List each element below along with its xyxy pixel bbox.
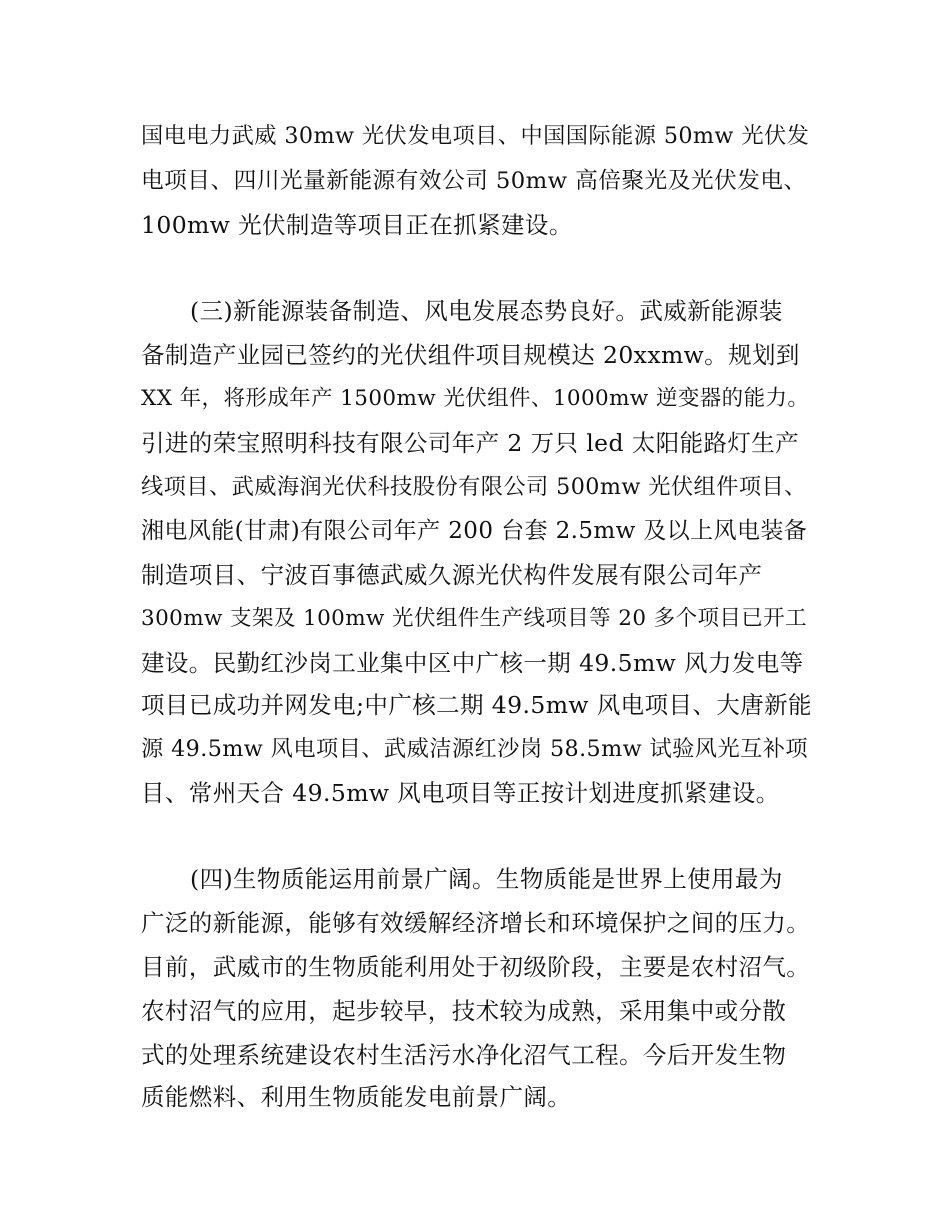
paragraph-line: 备制造产业园已签约的光伏组件项目规模达 20xxmw。规划到 bbox=[141, 341, 800, 369]
paragraph-line: 农村沼气的应用，起步较早，技术较为成熟，采用集中或分散 bbox=[141, 997, 787, 1025]
paragraph-line: 线项目、武威海润光伏科技股份有限公司 500mw 光伏组件项目、 bbox=[141, 474, 807, 500]
paragraph-line: 100mw 光伏制造等项目正在抓紧建设。 bbox=[141, 211, 573, 239]
paragraph-line: 式的处理系统建设农村生活污水净化沼气工程。今后开发生物 bbox=[141, 1041, 787, 1069]
paragraph-line: 湘电风能(甘肃)有限公司年产 200 台套 2.5mw 及以上风电装备 bbox=[141, 518, 808, 544]
paragraph-line: XX 年，将形成年产 1500mw 光伏组件、1000mw 逆变器的能力。 bbox=[141, 386, 810, 411]
paragraph-line: 广泛的新能源，能够有效缓解经济增长和环境保护之间的压力。 bbox=[141, 909, 811, 937]
paragraph-line: 300mw 支架及 100mw 光伏组件生产线项目等 20 多个项目已开工 bbox=[141, 606, 807, 631]
paragraph-line: 建设。民勤红沙岗工业集中区中广核一期 49.5mw 风力发电等 bbox=[141, 649, 804, 677]
paragraph-line: 项目已成功并网发电;中广核二期 49.5mw 风电项目、大唐新能 bbox=[141, 691, 812, 719]
paragraph-line: 国电电力武威 30mw 光伏发电项目、中国国际能源 50mw 光伏发 bbox=[141, 123, 810, 149]
paragraph-line: 引进的荣宝照明科技有限公司年产 2 万只 led 太阳能路灯生产 bbox=[141, 429, 800, 457]
paragraph-line: 质能燃料、利用生物质能发电前景广阔。 bbox=[141, 1083, 572, 1111]
paragraph-line: 目、常州天合 49.5mw 风电项目等正按计划进度抓紧建设。 bbox=[141, 779, 780, 807]
paragraph-line: (三)新能源装备制造、风电发展态势良好。武威新能源装 bbox=[190, 297, 783, 325]
paragraph-line: 目前，武威市的生物质能利用处于初级阶段，主要是农村沼气。 bbox=[141, 953, 811, 981]
paragraph-line: 电项目、四川光量新能源有效公司 50mw 高倍聚光及光伏发电、 bbox=[141, 168, 807, 194]
paragraph-line: 制造项目、宁波百事德武威久源光伏构件发展有限公司年产 bbox=[141, 561, 763, 589]
paragraph-line: 源 49.5mw 风电项目、武威洁源红沙岗 58.5mw 试验风光互补项 bbox=[141, 736, 809, 762]
paragraph-line: (四)生物质能运用前景广阔。生物质能是世界上使用最为 bbox=[190, 865, 783, 893]
